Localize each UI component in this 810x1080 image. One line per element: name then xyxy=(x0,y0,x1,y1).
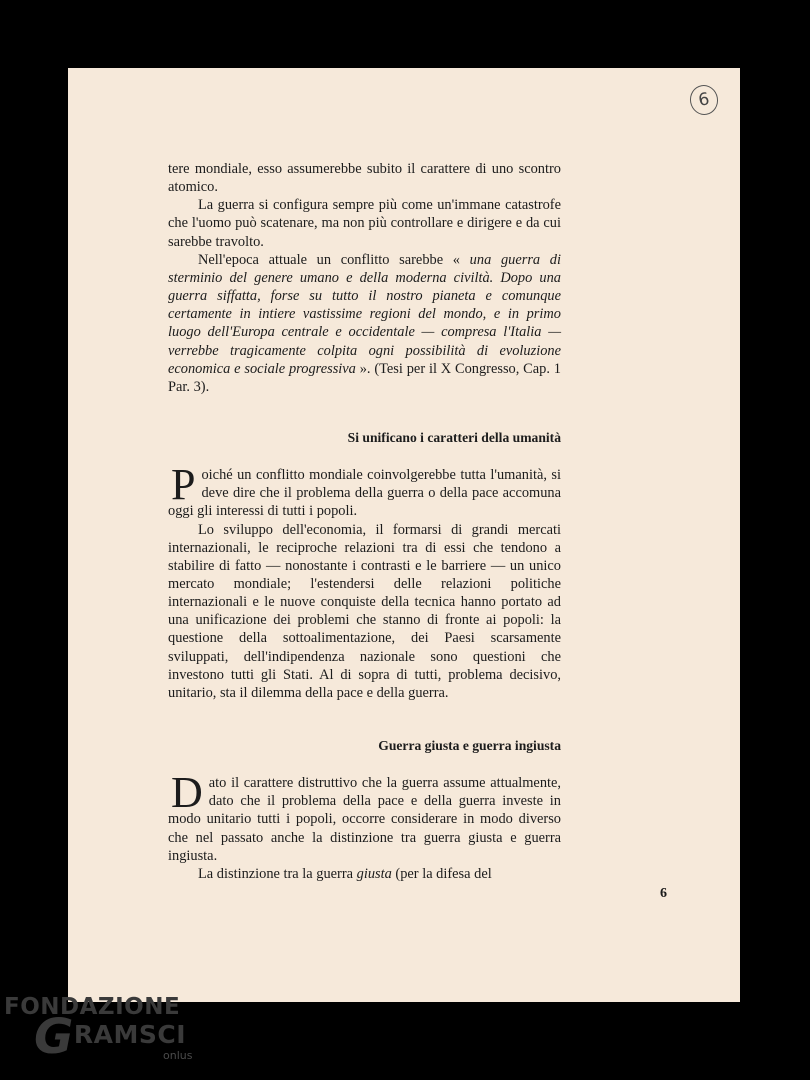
page-number: 6 xyxy=(660,886,667,901)
watermark-initial: G xyxy=(34,1009,74,1065)
section-heading: Si unificano i caratteri della umanità xyxy=(347,430,561,446)
handwritten-page-mark: 6 xyxy=(688,83,721,117)
quotation-italic: una guerra di sterminio del genere umano e della moderna civiltà. Dopo una guerra siffatta, forse su tutto il nostro pianeta e comunque certamente in intiere vastissime regioni del mondo, e in primo luogo dell'Europa centrale e occidentale — compresa l'Italia — verrebbe tragicamente colpita ogni possibilità di evoluzione economica e sociale progressiva xyxy=(168,251,561,377)
text-run: La distinzione tra la guerra xyxy=(198,865,357,882)
watermark-rest: RAMSCI xyxy=(73,1020,187,1049)
paragraph xyxy=(168,460,561,520)
drop-cap: D xyxy=(171,768,203,818)
paragraph xyxy=(168,768,561,865)
section-heading: Guerra giusta e guerra ingiusta xyxy=(378,738,561,754)
text-run: ». (Tesi per il X Congresso, Cap. 1 Par. 3). xyxy=(168,360,561,395)
body-text xyxy=(168,160,561,883)
paragraph xyxy=(168,865,561,883)
text-run: (per la difesa del xyxy=(391,865,492,882)
paragraph: Lo sviluppo dell'economia, il formarsi di grandi mercati internazionali, le reciproche relazioni tra di essi che tendono a stabilire di fatto — nonostante i contrasti e le barriere — un unico mercato mondiale; l'estendersi delle relazioni politiche internazionali e le nuove conquiste della tecnica hanno portato ad una unificazione dei problemi che stanno di fronte ai popoli: la questione della sottoalimentazione, dei Paesi scarsamente sviluppati, dell'indipendenza nazionale sono questioni che investono tutti gli Stati. Al di sopra di tutti, problema decisivo, unitario, sta il dilemma della pace e della guerra. xyxy=(168,521,561,701)
fondazione-gramsci-watermark xyxy=(4,993,193,1065)
italic-word: giusta xyxy=(356,865,392,882)
document-page xyxy=(68,68,740,1002)
text-run: ato il carattere distruttivo che la guerra assume attualmente, dato che il problema della pace e della guerra investe in modo unitario tutti i popoli, occorre considerare in modo diverso che nel passato anche la distinzione tra guerra giusta e guerra ingiusta. xyxy=(168,775,561,864)
paragraph: tere mondiale, esso assumerebbe subito il carattere di uno scontro atomico. xyxy=(168,161,561,196)
quoted-paragraph xyxy=(168,251,561,396)
text-run: oiché un conflitto mondiale coinvolgerebbe tutta l'umanità, si deve dire che il problema della guerra o della pace accomuna oggi gli interessi di tutti i popoli. xyxy=(168,467,561,520)
drop-cap: P xyxy=(171,460,196,510)
text-run: Nell'epoca attuale un conflitto sarebbe « xyxy=(198,251,470,268)
watermark-line1: FONDAZIONE xyxy=(4,994,181,1020)
paragraph: La guerra si configura sempre più come un'immane catastrofe che l'uomo può scatenare, ma non più controllare e dirigere e da cui sarebbe travolto. xyxy=(168,197,561,250)
watermark-onlus: onlus xyxy=(163,1049,193,1062)
